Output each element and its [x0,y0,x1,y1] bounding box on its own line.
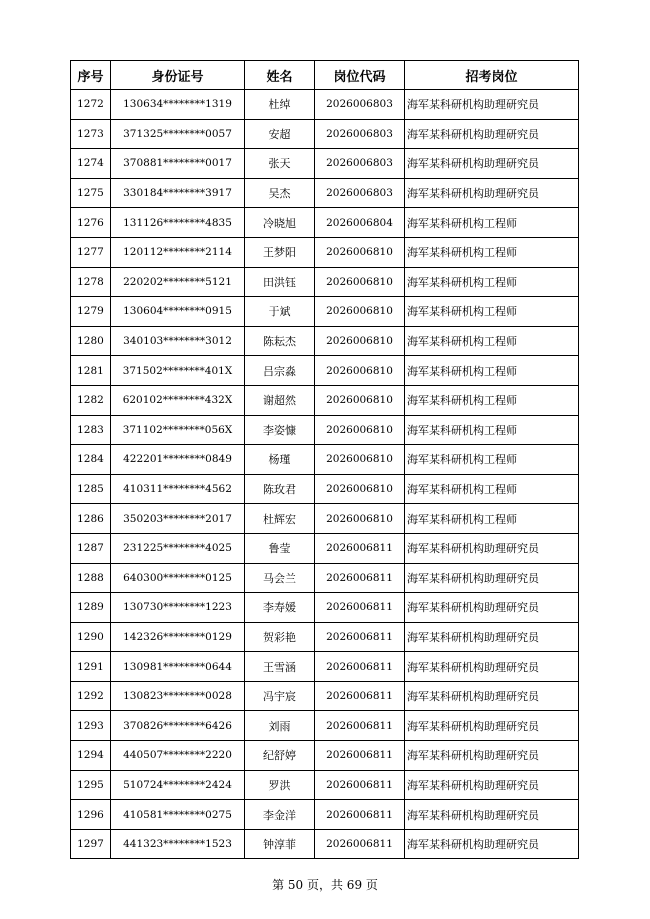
cell-recruit-post: 海军某科研机构工程师 [405,415,579,445]
table-row [71,533,579,563]
table-row [71,297,579,327]
cell-post-code: 2026006810 [315,326,405,356]
cell-recruit-post: 海军某科研机构工程师 [405,326,579,356]
cell-id-number: 130823********0028 [111,681,245,711]
cell-seq: 1274 [71,149,111,179]
cell-id-number: 220202********5121 [111,267,245,297]
cell-id-number: 370826********6426 [111,711,245,741]
cell-id-number: 130634********1319 [111,90,245,120]
cell-id-number: 620102********432X [111,385,245,415]
cell-name: 王梦阳 [245,237,315,267]
cell-seq: 1277 [71,237,111,267]
cell-recruit-post: 海军某科研机构工程师 [405,237,579,267]
cell-name: 李寿媛 [245,593,315,623]
cell-name: 田洪钰 [245,267,315,297]
cell-post-code: 2026006811 [315,829,405,859]
table-row [71,593,579,623]
cell-id-number: 340103********3012 [111,326,245,356]
cell-post-code: 2026006810 [315,267,405,297]
cell-name: 于斌 [245,297,315,327]
cell-seq: 1290 [71,622,111,652]
table-row [71,119,579,149]
cell-id-number: 371325********0057 [111,119,245,149]
cell-post-code: 2026006810 [315,237,405,267]
cell-name: 纪舒婷 [245,741,315,771]
cell-recruit-post: 海军某科研机构助理研究员 [405,652,579,682]
cell-name: 李金洋 [245,800,315,830]
cell-name: 杨瑾 [245,445,315,475]
table-row [71,829,579,859]
table-row [71,445,579,475]
cell-post-code: 2026006810 [315,385,405,415]
table-row [71,741,579,771]
cell-post-code: 2026006810 [315,297,405,327]
cell-seq: 1295 [71,770,111,800]
cell-name: 李姿慷 [245,415,315,445]
cell-seq: 1284 [71,445,111,475]
header-row [71,61,579,90]
cell-id-number: 130981********0644 [111,652,245,682]
table-row [71,622,579,652]
cell-post-code: 2026006803 [315,178,405,208]
cell-seq: 1291 [71,652,111,682]
cell-name: 鲁莹 [245,533,315,563]
table-row [71,474,579,504]
header-name: 姓名 [245,61,315,90]
cell-recruit-post: 海军某科研机构助理研究员 [405,119,579,149]
cell-post-code: 2026006810 [315,504,405,534]
cell-id-number: 410311********4562 [111,474,245,504]
cell-post-code: 2026006804 [315,208,405,238]
table-row [71,563,579,593]
cell-recruit-post: 海军某科研机构助理研究员 [405,741,579,771]
cell-name: 王雪涵 [245,652,315,682]
cell-recruit-post: 海军某科研机构工程师 [405,385,579,415]
cell-id-number: 371502********401X [111,356,245,386]
table-row [71,681,579,711]
page-footer: 第 50 页，共 69 页 [272,878,378,892]
cell-seq: 1276 [71,208,111,238]
cell-seq: 1293 [71,711,111,741]
cell-recruit-post: 海军某科研机构工程师 [405,474,579,504]
cell-seq: 1280 [71,326,111,356]
table-row [71,90,579,120]
table-header [71,61,579,90]
cell-id-number: 130730********1223 [111,593,245,623]
cell-post-code: 2026006803 [315,119,405,149]
cell-recruit-post: 海军某科研机构助理研究员 [405,593,579,623]
cell-id-number: 441323********1523 [111,829,245,859]
cell-recruit-post: 海军某科研机构工程师 [405,356,579,386]
cell-seq: 1285 [71,474,111,504]
cell-name: 贺彩艳 [245,622,315,652]
header-seq: 序号 [71,61,111,90]
candidate-table-container [70,60,578,859]
cell-name: 杜辉宏 [245,504,315,534]
table-row [71,326,579,356]
table-row [71,178,579,208]
cell-seq: 1281 [71,356,111,386]
cell-id-number: 231225********4025 [111,533,245,563]
cell-post-code: 2026006810 [315,445,405,475]
cell-seq: 1275 [71,178,111,208]
cell-recruit-post: 海军某科研机构助理研究员 [405,681,579,711]
table-body [71,90,579,859]
cell-post-code: 2026006811 [315,622,405,652]
table-row [71,711,579,741]
header-post-code: 岗位代码 [315,61,405,90]
cell-name: 陈耘杰 [245,326,315,356]
cell-recruit-post: 海军某科研机构助理研究员 [405,178,579,208]
cell-post-code: 2026006810 [315,415,405,445]
cell-name: 陈玫君 [245,474,315,504]
cell-name: 钟淳菲 [245,829,315,859]
cell-seq: 1292 [71,681,111,711]
cell-post-code: 2026006811 [315,741,405,771]
candidate-table [70,60,579,859]
cell-post-code: 2026006811 [315,711,405,741]
cell-seq: 1273 [71,119,111,149]
cell-seq: 1289 [71,593,111,623]
cell-recruit-post: 海军某科研机构助理研究员 [405,711,579,741]
cell-post-code: 2026006810 [315,474,405,504]
cell-id-number: 130604********0915 [111,297,245,327]
cell-post-code: 2026006811 [315,533,405,563]
cell-post-code: 2026006811 [315,652,405,682]
cell-id-number: 142326********0129 [111,622,245,652]
cell-seq: 1287 [71,533,111,563]
cell-seq: 1297 [71,829,111,859]
cell-id-number: 350203********2017 [111,504,245,534]
cell-id-number: 330184********3917 [111,178,245,208]
cell-id-number: 640300********0125 [111,563,245,593]
cell-name: 杜绰 [245,90,315,120]
cell-recruit-post: 海军某科研机构助理研究员 [405,622,579,652]
table-row [71,415,579,445]
cell-post-code: 2026006811 [315,800,405,830]
table-row [71,770,579,800]
cell-recruit-post: 海军某科研机构助理研究员 [405,149,579,179]
cell-name: 冯宇宸 [245,681,315,711]
cell-name: 吕宗淼 [245,356,315,386]
cell-name: 冷晓旭 [245,208,315,238]
cell-name: 马会兰 [245,563,315,593]
cell-id-number: 410581********0275 [111,800,245,830]
cell-post-code: 2026006811 [315,563,405,593]
cell-seq: 1288 [71,563,111,593]
cell-recruit-post: 海军某科研机构工程师 [405,504,579,534]
cell-seq: 1286 [71,504,111,534]
cell-recruit-post: 海军某科研机构助理研究员 [405,533,579,563]
cell-recruit-post: 海军某科研机构工程师 [405,445,579,475]
cell-recruit-post: 海军某科研机构助理研究员 [405,90,579,120]
cell-seq: 1294 [71,741,111,771]
cell-name: 谢超然 [245,385,315,415]
cell-seq: 1272 [71,90,111,120]
cell-post-code: 2026006811 [315,681,405,711]
cell-post-code: 2026006803 [315,149,405,179]
cell-name: 张天 [245,149,315,179]
cell-recruit-post: 海军某科研机构助理研究员 [405,770,579,800]
table-row [71,504,579,534]
table-row [71,385,579,415]
cell-post-code: 2026006811 [315,593,405,623]
cell-seq: 1278 [71,267,111,297]
cell-recruit-post: 海军某科研机构助理研究员 [405,563,579,593]
cell-id-number: 131126********4835 [111,208,245,238]
header-recruit-post: 招考岗位 [405,61,579,90]
cell-seq: 1282 [71,385,111,415]
table-row [71,267,579,297]
cell-name: 罗洪 [245,770,315,800]
table-row [71,652,579,682]
cell-id-number: 440507********2220 [111,741,245,771]
cell-name: 安超 [245,119,315,149]
cell-post-code: 2026006810 [315,356,405,386]
table-row [71,800,579,830]
cell-seq: 1279 [71,297,111,327]
cell-name: 刘雨 [245,711,315,741]
cell-recruit-post: 海军某科研机构工程师 [405,208,579,238]
table-row [71,208,579,238]
cell-id-number: 120112********2114 [111,237,245,267]
header-id-number: 身份证号 [111,61,245,90]
cell-id-number: 422201********0849 [111,445,245,475]
cell-name: 吴杰 [245,178,315,208]
table-row [71,237,579,267]
cell-id-number: 371102********056X [111,415,245,445]
cell-recruit-post: 海军某科研机构工程师 [405,297,579,327]
cell-post-code: 2026006811 [315,770,405,800]
cell-id-number: 510724********2424 [111,770,245,800]
cell-recruit-post: 海军某科研机构助理研究员 [405,800,579,830]
table-row [71,149,579,179]
table-row [71,356,579,386]
cell-post-code: 2026006803 [315,90,405,120]
cell-id-number: 370881********0017 [111,149,245,179]
cell-recruit-post: 海军某科研机构助理研究员 [405,829,579,859]
cell-seq: 1283 [71,415,111,445]
cell-seq: 1296 [71,800,111,830]
cell-recruit-post: 海军某科研机构工程师 [405,267,579,297]
